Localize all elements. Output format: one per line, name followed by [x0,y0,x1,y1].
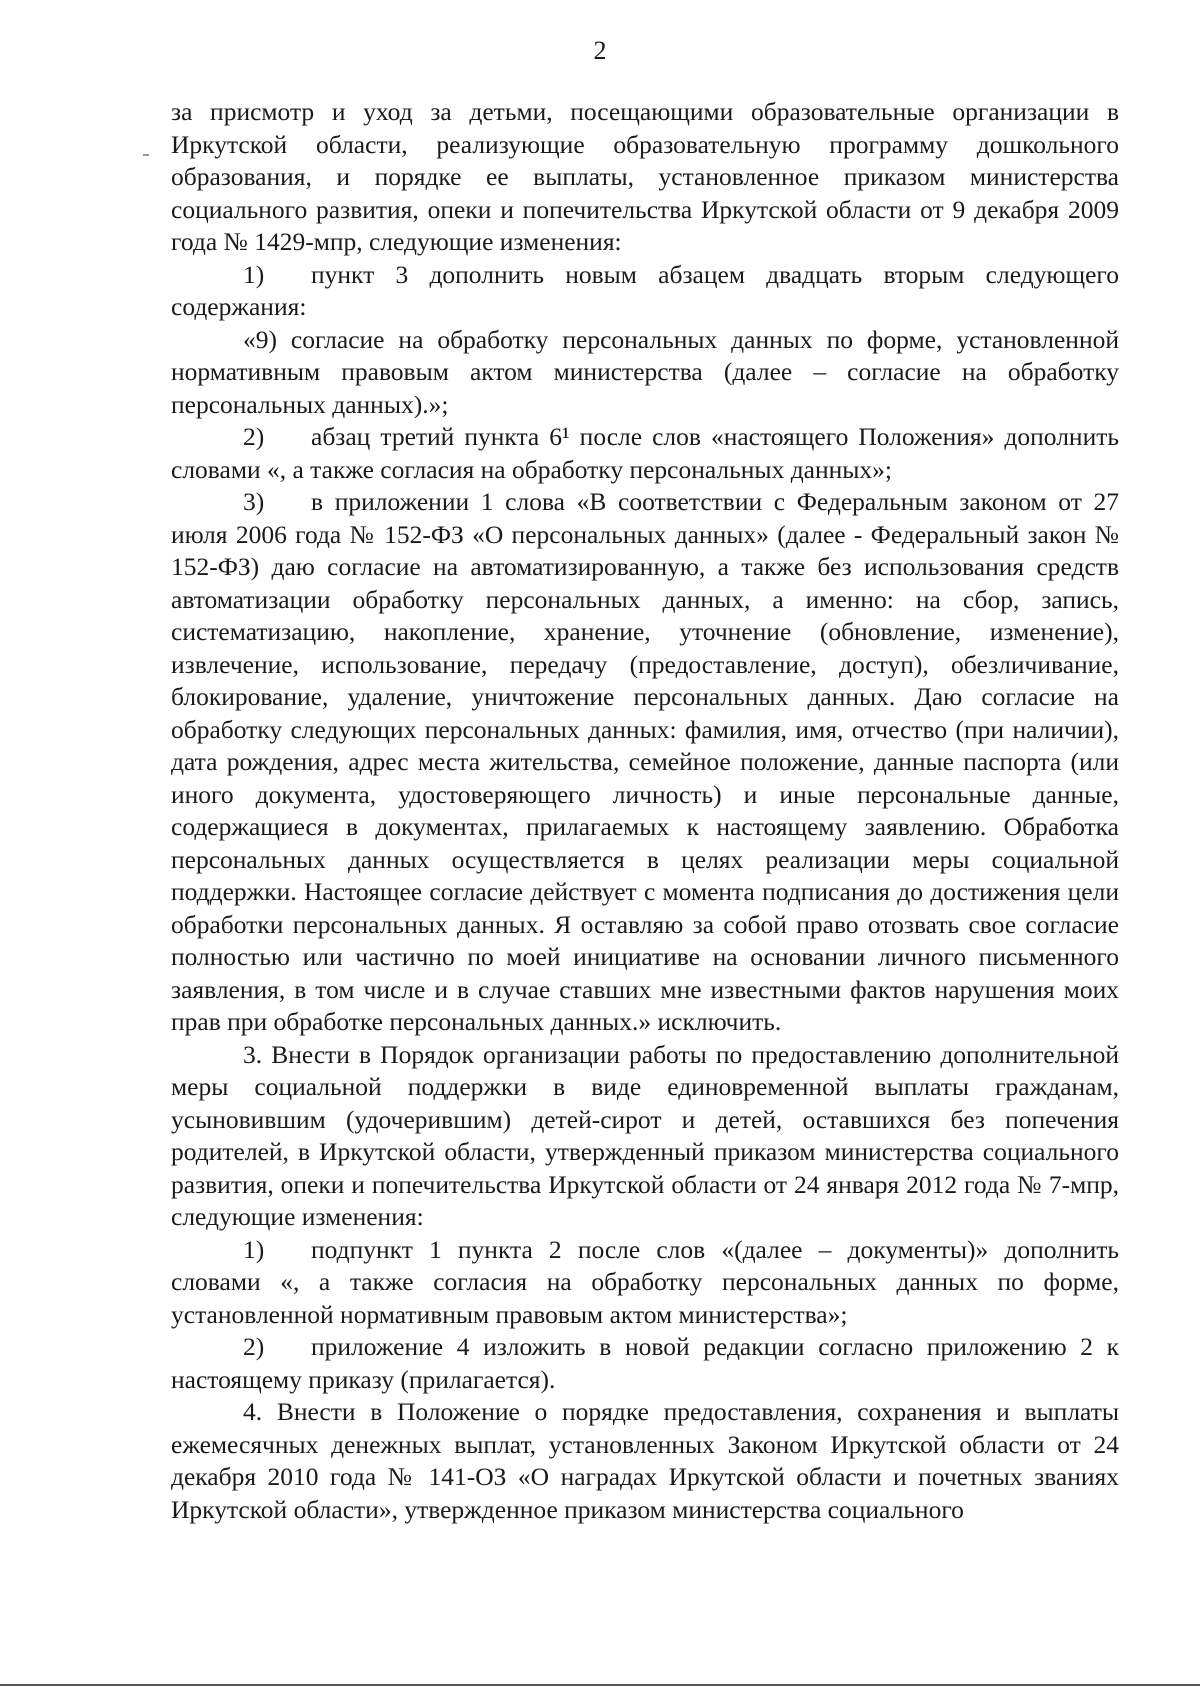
page-number: 2 [593,36,607,65]
scan-mark [143,154,149,156]
paragraph-item-3 [171,486,1119,1039]
paragraph-text: за присмотр и уход за детьми, посещающими образовательные организации в Иркутской области, реализующие образовательную программу дошкольного образования, и порядке ее выплаты, установленное приказом министерства социального развития, опеки и попечительства Иркутской области от 9 декабря 2009 года № 1429-мпр, следующие изменения: [171,97,1119,256]
paragraph-quote-9 [171,324,1119,422]
paragraph-text: в приложении 1 слова «В соответствии с Федеральным законом от 27 июля 2006 года № 152-ФЗ «О персональных данных» (далее - Федеральный закон № 152-ФЗ) даю согласие на автоматизированную, а также без использования средств автоматизации обработку персональных данных, а именно: на сбор, запись, систематизацию, накопление, хранение, уточнение (обновление, изменение), извлечение, использование, передачу (предоставление, доступ), обезличивание, блокирование, удаление, уничтожение персональных данных. Даю согласие на обработку следующих персональных данных: фамилия, имя, отчество (при наличии), дата рождения, адрес места жительства, семейное положение, данные паспорта (или иного документа, удостоверяющего личность) и иные персональные данные, содержащиеся в документах, прилагаемых к настоящему заявлению. Обработка персональных данных осуществляется в целях реализации меры социальной поддержки. Настоящее согласие действует с момента подписания до достижения цели обработки персональных данных. Я оставляю за собой право отозвать свое согласие полностью или частично по моей инициативе на основании личного письменного заявления, в том числе и в случае ставших мне известными фактов нарушения моих прав при обработке персональных данных.» исключить. [171,487,1119,1036]
paragraph-item-1 [171,259,1119,324]
paragraph-text: пункт 3 дополнить новым абзацем двадцать вторым следующего содержания: [171,259,1119,321]
paragraph-section-3 [171,1039,1119,1234]
item-number: 2) [243,1332,265,1361]
paragraph-text: абзац третий пункта 6¹ после слов «настоящего Положения» дополнить словами «, а также согласия на обработку персональных данных»; [171,422,1119,484]
paragraph-text: 4. Внести в Положение о порядке предоставления, сохранения и выплаты ежемесячных денежных выплат, установленных Законом Иркутской области от 24 декабря 2010 года № 141-ОЗ «О наградах Иркутской области и почетных званиях Иркутской области», утвержденное приказом министерства социального [171,1397,1119,1524]
item-number: 1) [243,259,265,289]
item-number: 3) [243,487,265,516]
item-number: 2) [243,422,265,451]
paragraph-intro [171,96,1119,259]
paragraph-text: приложение 4 изложить в новой редакции согласно приложению 2 к настоящему приказу (прилагается). [171,1332,1119,1394]
paragraph-section-4 [171,1396,1119,1526]
page-bottom-edge [0,1684,1200,1686]
item-number: 1) [243,1234,265,1264]
paragraph-section-3-item-2 [171,1331,1119,1396]
document-body [171,96,1119,1526]
paragraph-text: «9) согласие на обработку персональных данных по форме, установленной нормативным правовым актом министерства (далее – согласие на обработку персональных данных).»; [171,324,1119,419]
paragraph-section-3-item-1 [171,1234,1119,1332]
paragraph-text: 3. Внести в Порядок организации работы по предоставлению дополнительной меры социальной поддержки в виде единовременной выплаты гражданам, усыновившим (удочерившим) детей-сирот и детей, оставшихся без попечения родителей, в Иркутской области, утвержденный приказом министерства социального развития, опеки и попечительства Иркутской области от 24 января 2012 года № 7-мпр, следующие изменения: [171,1039,1119,1231]
paragraph-item-2 [171,421,1119,486]
paragraph-text: подпункт 1 пункта 2 после слов «(далее – документы)» дополнить словами «, а также согласия на обработку персональных данных по форме, установленной нормативным правовым актом министерства»; [171,1234,1119,1329]
